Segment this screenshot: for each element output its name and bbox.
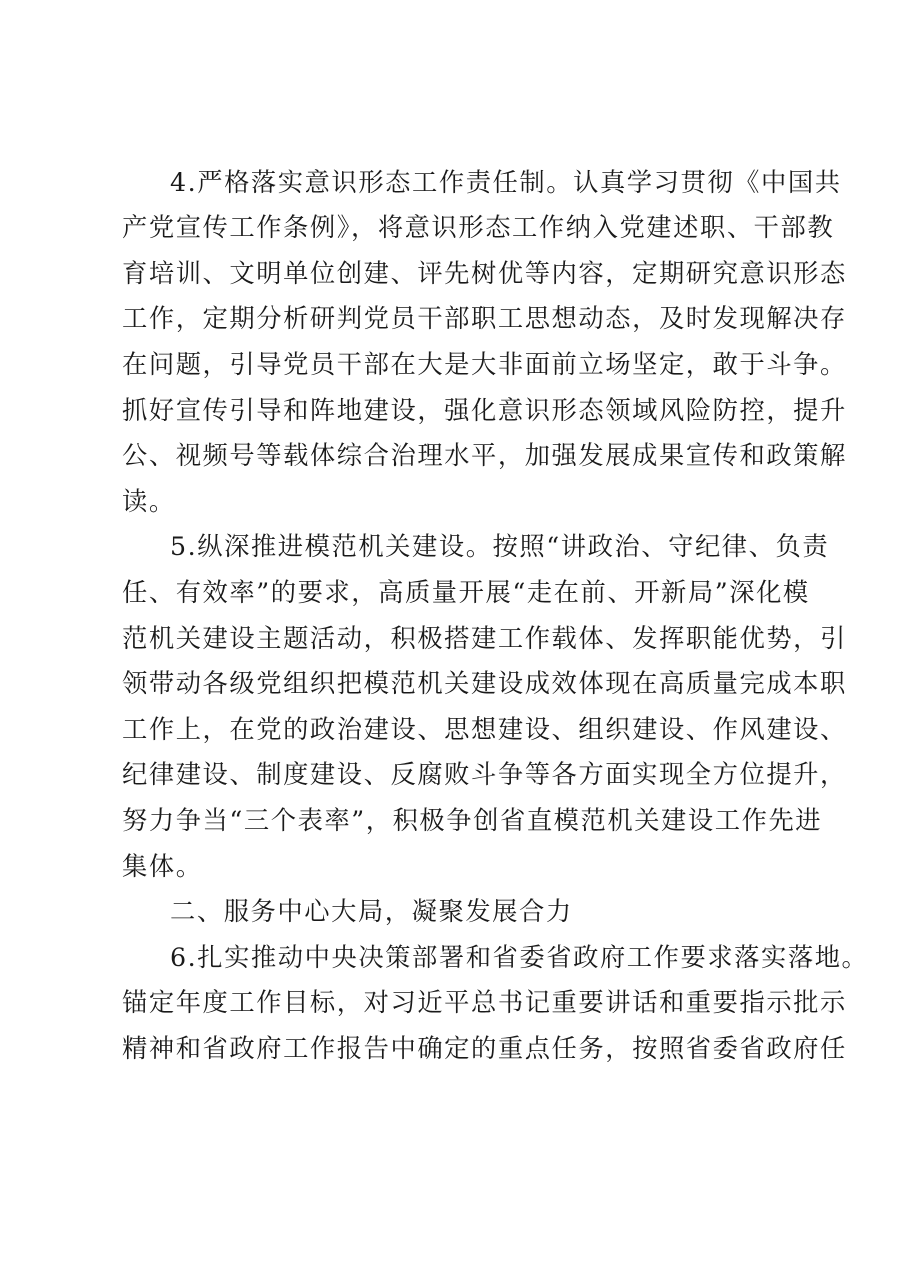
paragraph-5-line-2: 任、有效率”的要求，高质量开展“走在前、开新局”深化模 — [122, 578, 810, 607]
paragraph-5-line-7: 努力争当“三个表率”，积极争创省直模范机关建设工作先进 — [122, 806, 823, 835]
paragraph-4-line-4: 工作，定期分析研判党员干部职工思想动态，及时发现解决存 — [122, 304, 847, 333]
paragraph-5-line-1: 5.纵深推进模范机关建设。按照“讲政治、守纪律、负责 — [170, 532, 830, 561]
section-heading-2: 二、服务中心大局，凝聚发展合力 — [170, 897, 573, 926]
paragraph-4-line-8: 读。 — [122, 487, 176, 516]
paragraph-4-line-7: 公、视频号等载体综合治理水平，加强发展成果宣传和政策解 — [122, 441, 847, 470]
paragraph-4-line-5: 在问题，引导党员干部在大是大非面前立场坚定，敢于斗争。 — [122, 350, 847, 379]
paragraph-6-line-2: 锚定年度工作目标，对习近平总书记重要讲话和重要指示批示 — [122, 988, 847, 1017]
paragraph-4-line-2: 产党宣传工作条例》，将意识形态工作纳入党建述职、干部教 — [122, 213, 835, 242]
paragraph-4-line-1: 4.严格落实意识形态工作责任制。认真学习贯彻《中国共 — [170, 168, 842, 197]
paragraph-5-line-4: 领带动各级党组织把模范机关建设成效体现在高质量完成本职 — [122, 669, 847, 698]
paragraph-5-line-3: 范机关建设主题活动，积极搭建工作载体、发挥职能优势，引 — [122, 624, 847, 653]
paragraph-5-line-5: 工作上，在党的政治建设、思想建设、组织建设、作风建设、 — [122, 715, 847, 744]
paragraph-4-line-3: 育培训、文明单位创建、评先树优等内容，定期研究意识形态 — [122, 259, 847, 288]
paragraph-5-line-8: 集体。 — [122, 852, 203, 881]
paragraph-4-line-6: 抓好宣传引导和阵地建设，强化意识形态领域风险防控，提升 — [122, 396, 847, 425]
paragraph-6-line-3: 精神和省政府工作报告中确定的重点任务，按照省委省政府任 — [122, 1034, 847, 1063]
paragraph-5-line-6: 纪律建设、制度建设、反腐败斗争等各方面实现全方位提升， — [122, 760, 847, 789]
paragraph-6-line-1: 6.扎实推动中央决策部署和省委省政府工作要求落实落地。 — [170, 943, 869, 972]
